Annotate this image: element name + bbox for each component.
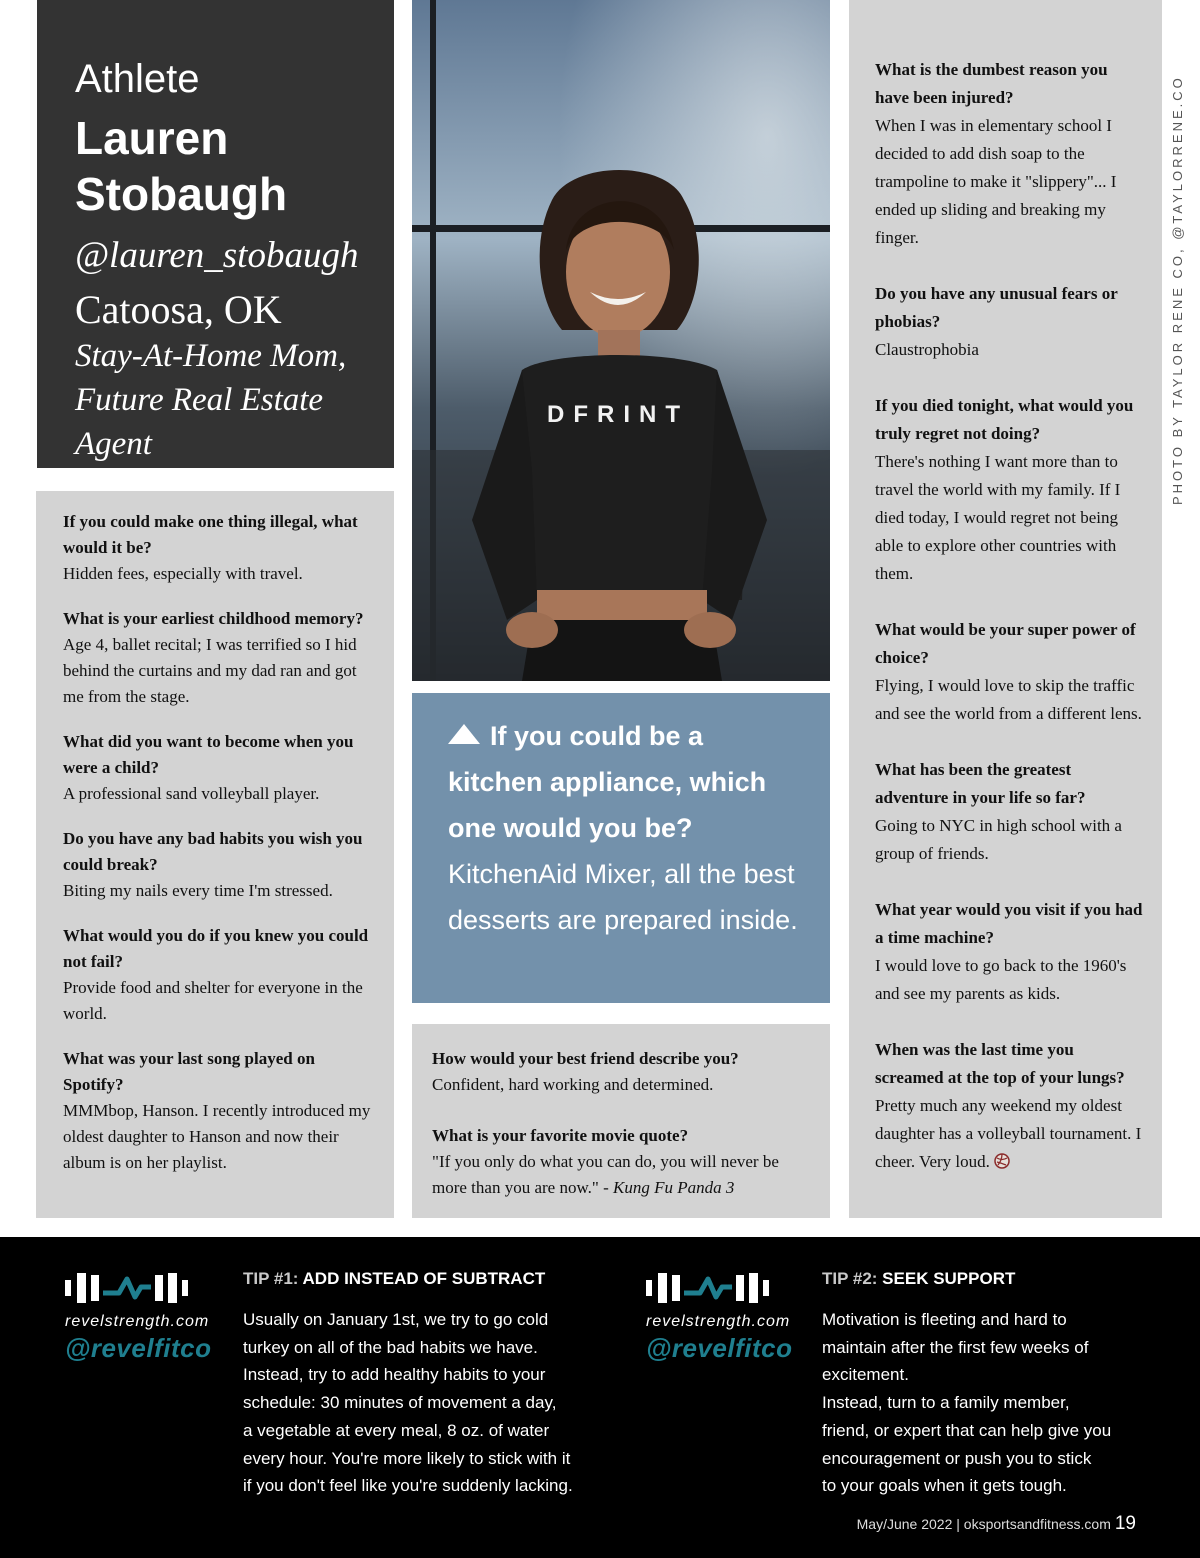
quote-source: Kung Fu Panda 3	[612, 1178, 735, 1197]
photo-credit-text: PHOTO BY TAYLOR RENE CO, @TAYLORRENE.CO	[1170, 75, 1185, 505]
folio-text: May/June 2022 | oksportsandfitness.com	[856, 1516, 1111, 1532]
logo-handle: @revelfitco	[646, 1333, 793, 1363]
athlete-label: Athlete	[75, 57, 200, 101]
qa-item	[875, 280, 1144, 364]
tip-1-body: Usually on January 1st, we try to go cold turkey on all of the bad habits we have. Instead, try to add healthy habits to your schedule: 30 minutes of movement a day, a vegetable at every meal, 8 oz. of water every hour. You're more likely to stick with it if you don't feel like you're suddenly lacking.	[243, 1310, 573, 1496]
qa-item	[63, 1046, 378, 1176]
question: If you died tonight, what would you truly regret not doing?	[875, 396, 1134, 443]
revel-logo-1	[65, 1271, 225, 1364]
logo-handle: @revelfitco	[65, 1333, 212, 1363]
answer-wrap	[432, 1149, 810, 1201]
question: What is the dumbest reason you have been injured?	[875, 60, 1108, 107]
athlete-occupation-line1: Stay-At-Home Mom,	[75, 338, 347, 374]
answer: Hidden fees, especially with travel.	[63, 564, 303, 583]
question: What is your earliest childhood memory?	[63, 609, 364, 628]
answer: Pretty much any weekend my oldest daughter has a volleyball tournament. I cheer. Very loud.	[875, 1096, 1142, 1171]
qa-item	[63, 606, 378, 710]
qa-item	[432, 1046, 810, 1098]
qa-item	[63, 729, 378, 807]
answer: "If you only do what you can do, you will never be more than you are now." -	[432, 1152, 779, 1197]
athlete-first-name: Lauren	[75, 112, 229, 164]
shirt-logo-text: DFRINT	[547, 401, 689, 428]
answer: Age 4, ballet recital; I was terrified so I hid behind the curtains and my dad ran and got me from the stage.	[63, 635, 357, 706]
question: Do you have any unusual fears or phobias?	[875, 284, 1118, 331]
qa-item	[432, 1123, 810, 1201]
tip-1-heading: ADD INSTEAD OF SUBTRACT	[302, 1269, 546, 1288]
logo-website: revelstrength.com	[646, 1313, 791, 1330]
qa-item	[63, 509, 378, 587]
question: If you could make one thing illegal, what would it be?	[63, 512, 358, 557]
qa-item	[875, 756, 1144, 868]
answer: MMMbop, Hanson. I recently introduced my oldest daughter to Hanson and now their album is on her playlist.	[63, 1101, 371, 1172]
qa-item	[875, 56, 1144, 252]
photo-credit	[1168, 60, 1188, 510]
feature-question: If you could be a kitchen appliance, which one would you be?	[448, 721, 767, 843]
left-qa-panel	[36, 491, 394, 1218]
answer: Going to NYC in high school with a group of friends.	[875, 816, 1122, 863]
answer: A professional sand volleyball player.	[63, 784, 320, 803]
page-number: 19	[1114, 1513, 1136, 1534]
qa-item	[63, 923, 378, 1027]
athlete-photo-illustration	[412, 0, 830, 681]
barbell-logo-icon	[646, 1271, 796, 1305]
tip-2-title	[822, 1267, 1162, 1291]
tip-2-number: TIP #2:	[822, 1269, 878, 1288]
question: What is your favorite movie quote?	[432, 1126, 689, 1145]
athlete-occupation-line3: Agent	[75, 426, 152, 462]
question: What did you want to become when you were a child?	[63, 732, 354, 777]
feature-qa-box	[412, 693, 830, 1003]
tip-1-title	[243, 1267, 613, 1291]
tip-2	[822, 1267, 1162, 1500]
question: Do you have any bad habits you wish you could break?	[63, 829, 363, 874]
athlete-location: Catoosa, OK	[75, 287, 282, 332]
tip-2-heading: SEEK SUPPORT	[882, 1269, 1016, 1288]
triangle-up-icon	[448, 724, 480, 744]
feature-answer: KitchenAid Mixer, all the best desserts are prepared inside.	[448, 859, 798, 935]
barbell-logo-icon	[65, 1271, 215, 1305]
question: What would be your super power of choice?	[875, 620, 1136, 667]
athlete-photo	[412, 0, 830, 681]
athlete-occupation-line2: Future Real Estate	[75, 382, 324, 418]
answer: There's nothing I want more than to travel the world with my family. If I died today, I would regret not being able to explore other countries with them.	[875, 452, 1121, 583]
answer: I would love to go back to the 1960's and see my parents as kids.	[875, 956, 1127, 1003]
question: How would your best friend describe you?	[432, 1049, 739, 1068]
athlete-handle: @lauren_stobaugh	[75, 235, 359, 276]
answer: When I was in elementary school I decided to add dish soap to the trampoline to make it "slippery"... I ended up sliding and breaking my finger.	[875, 116, 1117, 247]
right-qa-panel	[849, 0, 1162, 1218]
qa-item	[875, 1036, 1144, 1176]
answer: Flying, I would love to skip the traffic and see the world from a different lens.	[875, 676, 1142, 723]
qa-item	[63, 826, 378, 904]
tip-2-body: Motivation is fleeting and hard to maintain after the first few weeks of excitement. Instead, turn to a family member, friend, or expert that can help give you encouragement or push you to stick to your goals when it gets tough.	[822, 1310, 1112, 1496]
qa-item	[875, 896, 1144, 1008]
answer: Biting my nails every time I'm stressed.	[63, 881, 333, 900]
page-folio	[857, 1513, 1136, 1535]
volleyball-icon	[994, 1153, 1010, 1169]
footer-tips	[0, 1237, 1200, 1558]
question: What was your last song played on Spotify?	[63, 1049, 315, 1094]
logo-website: revelstrength.com	[65, 1313, 210, 1330]
qa-item	[875, 392, 1144, 588]
tip-1	[243, 1267, 613, 1500]
question: What year would you visit if you had a time machine?	[875, 900, 1143, 947]
answer-wrap	[875, 1092, 1144, 1176]
answer: Provide food and shelter for everyone in the world.	[63, 978, 363, 1023]
answer: Confident, hard working and determined.	[432, 1075, 714, 1094]
athlete-header	[37, 0, 394, 468]
question: What has been the greatest adventure in your life so far?	[875, 760, 1086, 807]
qa-item	[875, 616, 1144, 728]
answer: Claustrophobia	[875, 340, 979, 359]
question: What would you do if you knew you could not fail?	[63, 926, 369, 971]
athlete-last-name: Stobaugh	[75, 168, 288, 220]
feature-question-wrap	[448, 713, 800, 851]
tip-1-number: TIP #1:	[243, 1269, 299, 1288]
question: When was the last time you screamed at the top of your lungs?	[875, 1040, 1125, 1087]
revel-logo-2	[646, 1271, 806, 1364]
middle-qa-panel	[412, 1024, 830, 1218]
